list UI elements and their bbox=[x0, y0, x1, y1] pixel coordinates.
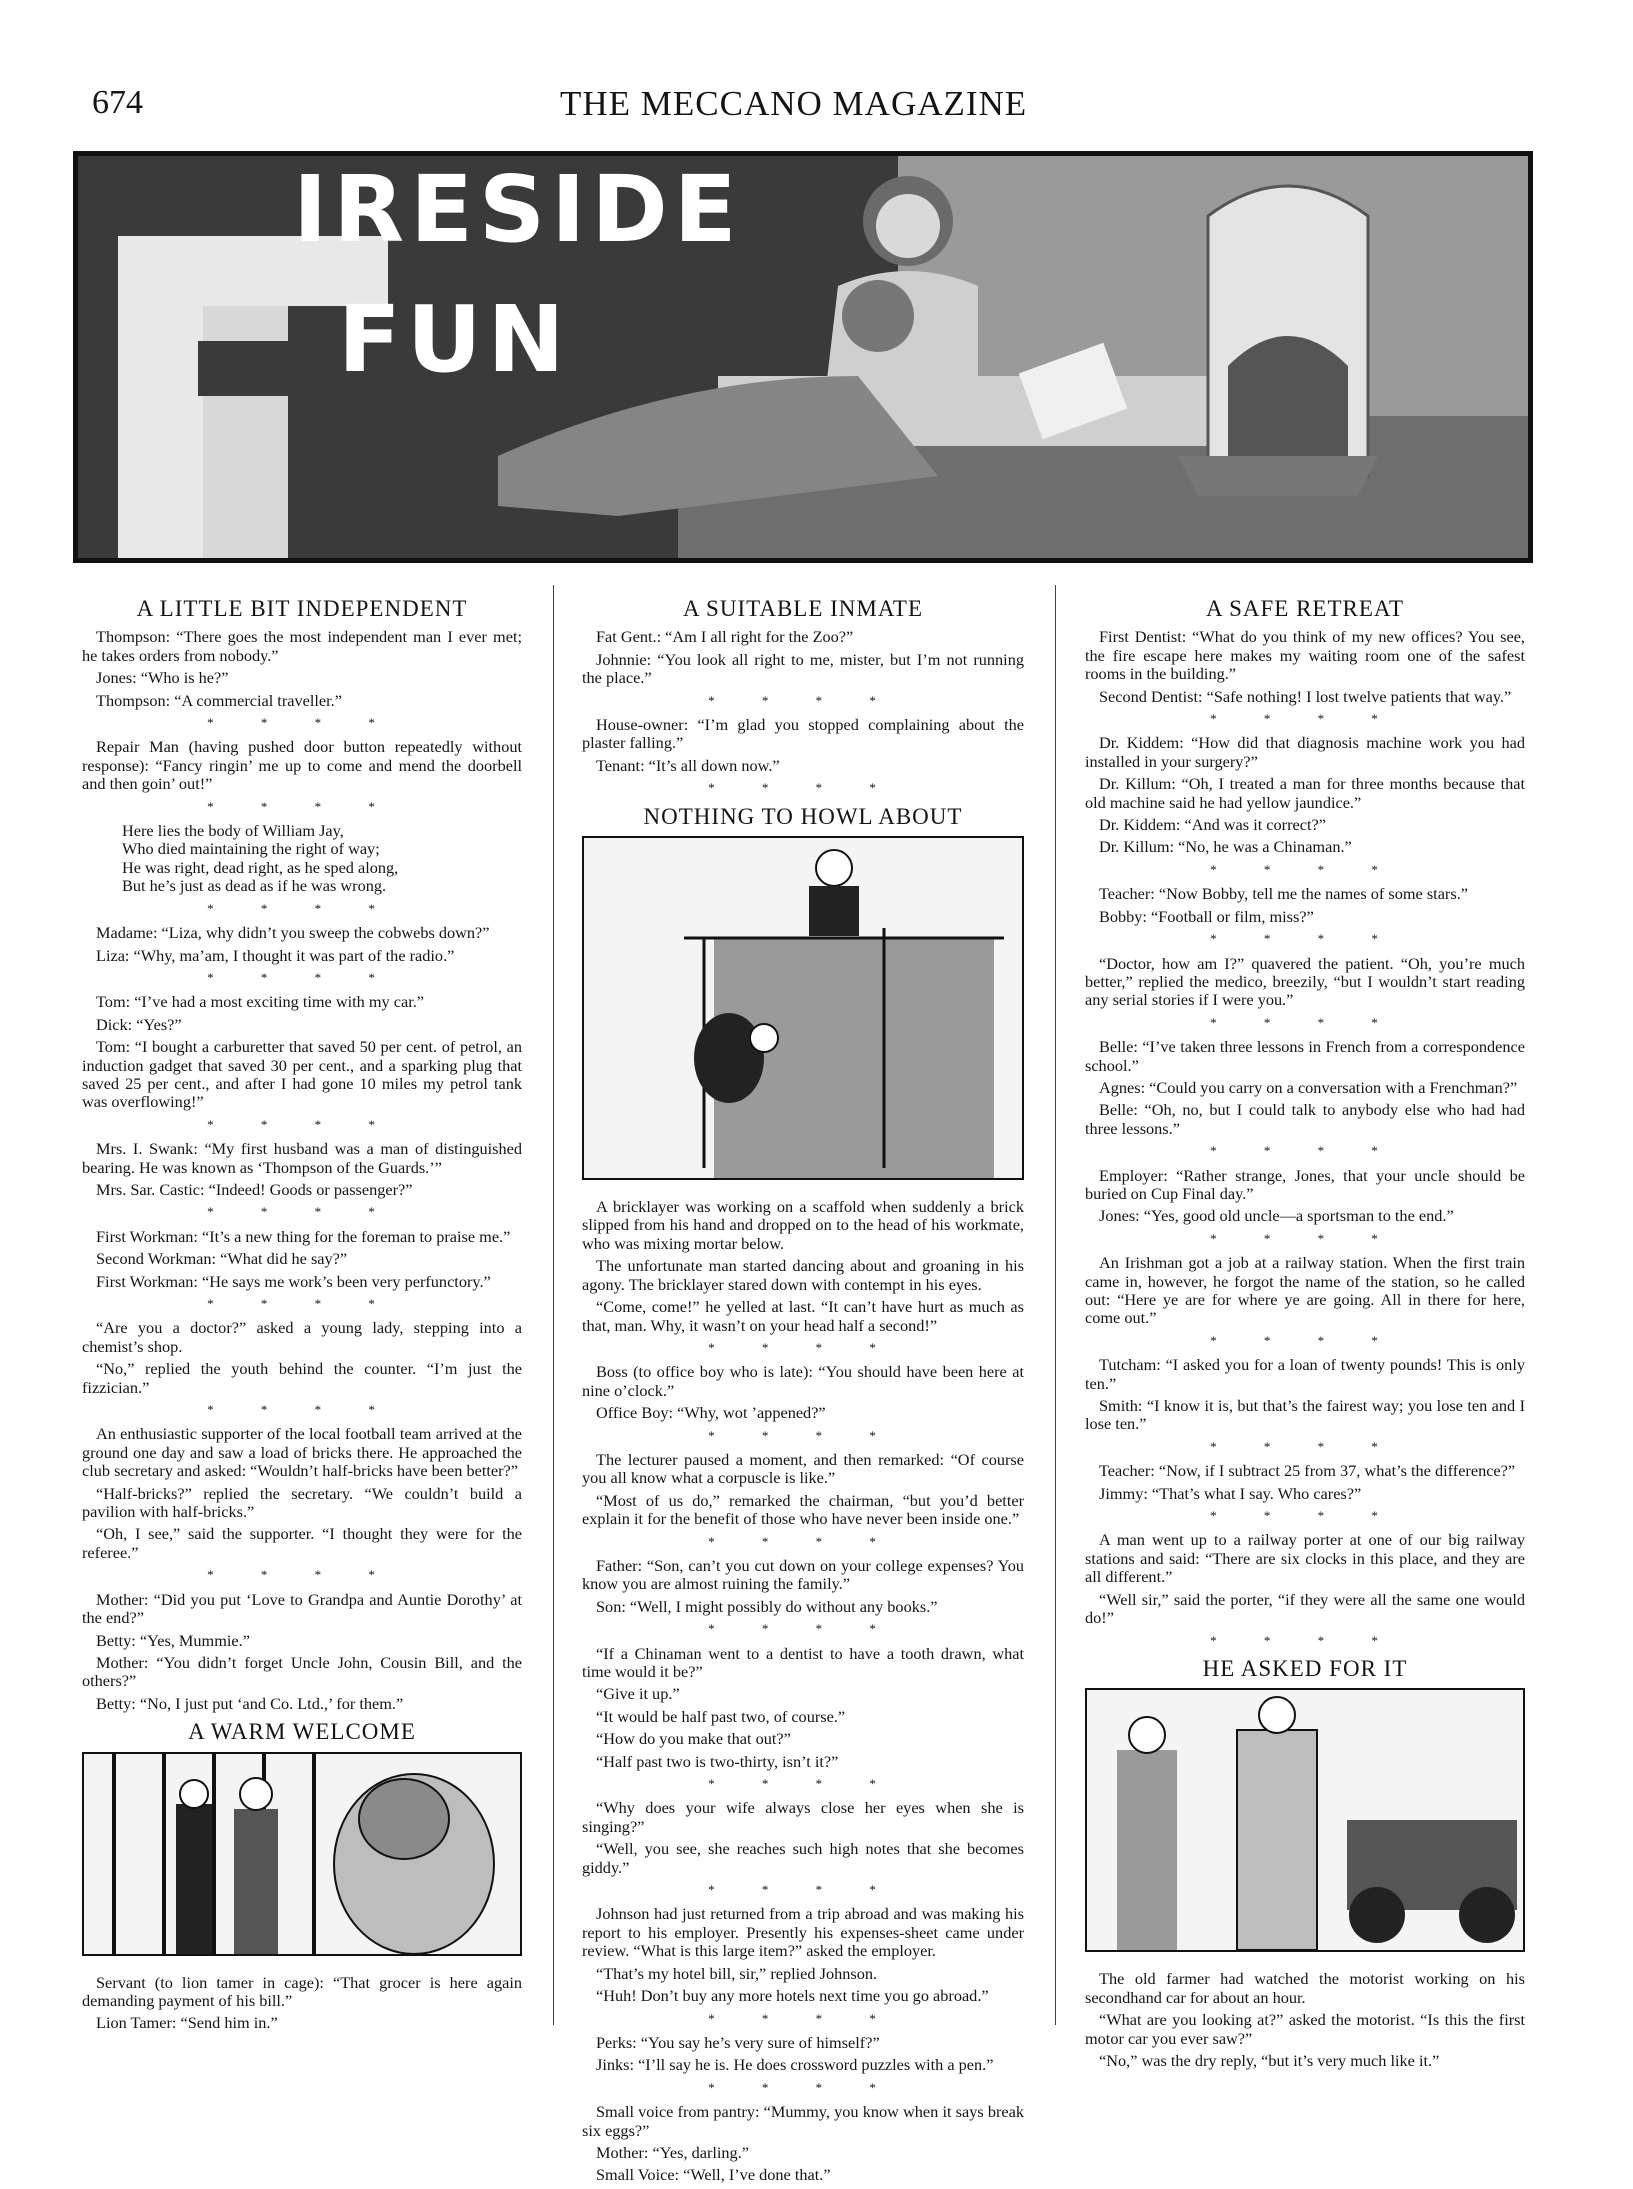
paragraph: Mrs. I. Swank: “My first husband was a man of distinguished bearing. He was known as ‘Thompson of the Guards.’” bbox=[82, 1139, 522, 1177]
paragraph: Servant (to lion tamer in cage): “That grocer is here again demanding payment of his bill.” bbox=[82, 1972, 522, 2010]
paragraph: “Well sir,” said the porter, “if they were all the same one would do!” bbox=[1085, 1589, 1525, 1628]
paragraph: “Oh, I see,” said the supporter. “I thought they were for the referee.” bbox=[82, 1524, 522, 1562]
paragraph: First Workman: “He says me work’s been very perfunctory.” bbox=[96, 1271, 491, 1291]
separator-stars: * * * * bbox=[708, 692, 898, 708]
paragraph: First Dentist: “What do you think of my new offices? You see, the fire escape here makes my waiting room one of the safest rooms in the building.” bbox=[1085, 627, 1525, 684]
paragraph: Boss (to office boy who is late): “You should have been here at nine o’clock.” bbox=[582, 1362, 1024, 1400]
separator-stars: * * * * bbox=[207, 1296, 397, 1311]
paragraph: Father: “Son, can’t you cut down on your college expenses? You know you are almost ruining the family.” bbox=[582, 1555, 1024, 1594]
separator-stars: * * * * bbox=[207, 1204, 397, 1220]
paragraph: “Half past two is two-thirty, isn’t it?” bbox=[596, 1751, 839, 1771]
verse-line: He was right, dead right, as he sped along, bbox=[122, 857, 399, 877]
separator-stars: * * * * bbox=[1210, 1230, 1400, 1246]
paragraph: Jones: “Who is he?” bbox=[96, 668, 229, 688]
paragraph: Jimmy: “That’s what I say. Who cares?” bbox=[1099, 1483, 1362, 1503]
verse-line: Here lies the body of William Jay, bbox=[122, 821, 344, 841]
paragraph: Lion Tamer: “Send him in.” bbox=[96, 2013, 278, 2033]
separator-stars: * * * * bbox=[207, 798, 397, 814]
heading-little-bit-independent: A LITTLE BIT INDEPENDENT bbox=[136, 596, 468, 621]
paragraph: “How do you make that out?” bbox=[596, 1729, 791, 1749]
paragraph: “No,” replied the youth behind the counter. “I’m just the fizzician.” bbox=[82, 1359, 522, 1397]
paragraph: House-owner: “I’m glad you stopped complaining about the plaster falling.” bbox=[582, 715, 1024, 753]
servant-figure bbox=[176, 1804, 212, 1954]
separator-stars: * * * * bbox=[708, 2010, 898, 2026]
separator-stars: * * * * bbox=[207, 969, 397, 985]
paragraph: Tom: “I’ve had a most exciting time with my car.” bbox=[96, 992, 425, 1012]
paragraph: Agnes: “Could you carry on a conversation with a Frenchman?” bbox=[1099, 1077, 1518, 1097]
paragraph: The lecturer paused a moment, and then remarked: “Of course you all know what a corpuscle is like.” bbox=[582, 1449, 1024, 1488]
paragraph: Perks: “You say he’s very sure of himself?” bbox=[596, 2032, 880, 2052]
paragraph: Thompson: “A commercial traveller.” bbox=[96, 690, 342, 710]
separator-stars: * * * * bbox=[708, 1339, 898, 1355]
paragraph: Teacher: “Now Bobby, tell me the names of some stars.” bbox=[1099, 884, 1468, 904]
farmer-figure bbox=[1117, 1750, 1177, 1950]
paragraph: “Well, you see, she reaches such high notes that she becomes giddy.” bbox=[582, 1839, 1024, 1877]
paragraph: Fat Gent.: “Am I all right for the Zoo?” bbox=[596, 627, 854, 647]
bricklayer-figure bbox=[816, 850, 852, 886]
paragraph: First Workman: “It’s a new thing for the foreman to praise me.” bbox=[96, 1226, 511, 1246]
separator-stars: * * * * bbox=[1210, 1332, 1400, 1348]
paragraph: Small voice from pantry: “Mummy, you know when it says break six eggs?” bbox=[582, 2102, 1024, 2140]
paragraph: Mother: “Did you put ‘Love to Grandpa and Auntie Dorothy’ at the end?” bbox=[82, 1589, 522, 1628]
cartoon-lion-cage bbox=[84, 1754, 520, 1954]
paragraph: Betty: “Yes, Mummie.” bbox=[96, 1630, 250, 1650]
bricklayer-cartoon bbox=[582, 836, 1024, 1180]
separator-stars: * * * * bbox=[1210, 1014, 1400, 1030]
verse bbox=[122, 822, 522, 896]
paragraph: Thompson: “There goes the most independent man I ever met; he takes orders from nobody.” bbox=[82, 627, 522, 665]
fireside-fun-banner bbox=[73, 151, 1533, 563]
separator-stars: * * * * bbox=[708, 1621, 898, 1637]
motorist-cartoon bbox=[1085, 1688, 1525, 1952]
paragraph: The old farmer had watched the motorist working on his secondhand car for about an hour. bbox=[1085, 1969, 1525, 2007]
lion-tamer-figure bbox=[234, 1809, 278, 1954]
boy-figure bbox=[842, 280, 914, 352]
column-divider-2 bbox=[1055, 585, 1056, 2025]
column-divider-1 bbox=[553, 585, 554, 2025]
paragraph: Second Dentist: “Safe nothing! I lost twelve patients that way.” bbox=[1099, 686, 1512, 706]
separator-stars: * * * * bbox=[1210, 1438, 1400, 1454]
separator-stars: * * * * bbox=[1210, 1632, 1400, 1648]
paragraph: “Half-bricks?” replied the secretary. “We couldn’t build a pavilion with half-bricks.” bbox=[82, 1483, 522, 1522]
separator-stars: * * * * bbox=[207, 1567, 397, 1583]
paragraph: Mother: “You didn’t forget Uncle John, Cousin Bill, and the others?” bbox=[82, 1652, 522, 1691]
paragraph: “Are you a doctor?” asked a young lady, stepping into a chemist’s shop. bbox=[82, 1318, 522, 1356]
paragraph: Betty: “No, I just put ‘and Co. Ltd.,’ for them.” bbox=[96, 1693, 404, 1713]
separator-stars: * * * * bbox=[207, 1116, 397, 1132]
separator-stars: * * * * bbox=[708, 1427, 898, 1443]
separator-stars: * * * * bbox=[207, 900, 397, 916]
separator-stars: * * * * bbox=[207, 715, 397, 731]
paragraph: Dr. Killum: “No, he was a Chinaman.” bbox=[1099, 837, 1352, 857]
separator-stars: * * * * bbox=[708, 1533, 898, 1549]
banner-title-line2: FUN bbox=[338, 286, 571, 393]
paragraph: Teacher: “Now, if I subtract 25 from 37, what’s the difference?” bbox=[1099, 1461, 1516, 1481]
separator-stars: * * * * bbox=[1210, 711, 1400, 727]
paragraph: Tom: “I bought a carburetter that saved 50 per cent. of petrol, an induction gadget that saved 30 per cent., and a sparking plug that saved 25 per cent., and after I had gone 10 miles my petrol tank was overflowing!” bbox=[82, 1037, 522, 1112]
paragraph: Repair Man (having pushed door button repeatedly without response): “Fancy ringin’ me up to come and mend the doorbell and then goin’ out!” bbox=[82, 737, 522, 794]
separator-stars: * * * * bbox=[207, 1402, 397, 1418]
paragraph: Employer: “Rather strange, Jones, that your uncle should be buried on Cup Final day.” bbox=[1085, 1165, 1525, 1203]
paragraph: Belle: “Oh, no, but I could talk to anybody else who had had three lessons.” bbox=[1085, 1100, 1525, 1138]
paragraph: “Give it up.” bbox=[596, 1684, 680, 1704]
paragraph: “What are you looking at?” asked the motorist. “Is this the first motor car you ever saw?” bbox=[1085, 2010, 1525, 2048]
paragraph: “No,” was the dry reply, “but it’s very much like it.” bbox=[1099, 2050, 1440, 2070]
paragraph: Jones: “Yes, good old uncle—a sportsman to the end.” bbox=[1099, 1206, 1454, 1226]
paragraph: Dr. Killum: “Oh, I treated a man for three months because that old machine said he had yellow jaundice.” bbox=[1085, 774, 1525, 812]
paragraph: Mrs. Sar. Castic: “Indeed! Goods or passenger?” bbox=[96, 1179, 413, 1199]
paragraph: Small Voice: “Well, I’ve done that.” bbox=[596, 2165, 831, 2185]
paragraph: Madame: “Liza, why didn’t you sweep the cobwebs down?” bbox=[96, 923, 490, 943]
column-2 bbox=[582, 590, 1024, 2189]
paragraph: “If a Chinaman went to a dentist to have a tooth drawn, what time would it be?” bbox=[582, 1643, 1024, 1681]
paragraph: “That’s my hotel bill, sir,” replied Johnson. bbox=[596, 1963, 878, 1983]
paragraph: A bricklayer was working on a scaffold when suddenly a brick slipped from his hand and dropped on to the head of his workmate, who was mixing mortar below. bbox=[582, 1197, 1024, 1253]
page-number: 674 bbox=[92, 84, 143, 121]
heading-he-asked-for-it: HE ASKED FOR IT bbox=[1202, 1655, 1408, 1681]
paragraph: Dr. Kiddem: “How did that diagnosis machine work you had installed in your surgery?” bbox=[1085, 733, 1525, 771]
heading-safe-retreat: A SAFE RETREAT bbox=[1205, 596, 1405, 621]
paragraph: Bobby: “Football or film, miss?” bbox=[1099, 906, 1314, 926]
paragraph: Tenant: “It’s all down now.” bbox=[596, 755, 780, 775]
separator-stars: * * * * bbox=[708, 2079, 898, 2095]
separator-stars: * * * * bbox=[1210, 1143, 1400, 1159]
paragraph: Dr. Kiddem: “And was it correct?” bbox=[1099, 815, 1326, 835]
cartoon-scaffold bbox=[584, 838, 1022, 1178]
motorist-figure bbox=[1237, 1730, 1317, 1950]
banner-title-line1: IRESIDE bbox=[293, 156, 743, 263]
paragraph: Smith: “I know it is, but that’s the fairest way; you lose ten and I lose ten.” bbox=[1085, 1396, 1525, 1434]
paragraph: Liza: “Why, ma’am, I thought it was part of the radio.” bbox=[96, 945, 455, 965]
paragraph: “Come, come!” he yelled at last. “It can’t have hurt as much as that, man. Why, it wasn’t on your head half a second!” bbox=[582, 1297, 1024, 1335]
lion-tamer-cartoon bbox=[82, 1752, 522, 1956]
paragraph: Johnson had just returned from a trip abroad and was making his report to his employer. Presently his expenses-sheet came under review. “What is this large item?” asked the employer. bbox=[582, 1904, 1024, 1961]
paragraph: Second Workman: “What did he say?” bbox=[96, 1249, 348, 1269]
paragraph: The unfortunate man started dancing about and groaning in his agony. The bricklayer stared down with contempt in his eyes. bbox=[582, 1256, 1024, 1294]
column-3 bbox=[1085, 590, 1525, 2074]
separator-stars: * * * * bbox=[708, 1776, 898, 1792]
paragraph: Jinks: “I’ll say he is. He does crossword puzzles with a pen.” bbox=[596, 2055, 994, 2075]
paragraph: Office Boy: “Why, wot ’appened?” bbox=[596, 1403, 826, 1423]
paragraph: Belle: “I’ve taken three lessons in French from a correspondence school.” bbox=[1085, 1037, 1525, 1075]
paragraph: Son: “Well, I might possibly do without any books.” bbox=[596, 1596, 938, 1616]
paragraph: An Irishman got a job at a railway station. When the first train came in, however, he forgot the name of the station, so he called out: “Here ye are for where ye are going. All in there for here, come out.” bbox=[1085, 1253, 1525, 1328]
paragraph: Johnnie: “You look all right to me, mister, but I’m not running the place.” bbox=[582, 649, 1024, 688]
workmate-figure bbox=[694, 1013, 764, 1103]
verse-line: But he’s just as dead as if he was wrong. bbox=[122, 876, 387, 896]
banner-illustration bbox=[78, 156, 1528, 558]
paragraph: “Most of us do,” remarked the chairman, “but you’d better explain it for the benefit of those who have never been inside one.” bbox=[582, 1490, 1024, 1529]
paragraph: An enthusiastic supporter of the local football team arrived at the ground one day and saw a load of bricks there. He approached the club secretary and asked: “Wouldn’t half-bricks have been better?” bbox=[82, 1424, 522, 1481]
magazine-title: THE MECCANO MAGAZINE bbox=[560, 84, 1028, 123]
separator-stars: * * * * bbox=[1210, 861, 1400, 877]
paragraph: A man went up to a railway porter at one of our big railway stations and said: “There are six clocks in this place, and they are all different.” bbox=[1085, 1530, 1525, 1587]
column-1 bbox=[82, 590, 522, 2037]
heading-suitable-inmate: A SUITABLE INMATE bbox=[682, 596, 924, 621]
paragraph: “It would be half past two, of course.” bbox=[596, 1706, 846, 1726]
paragraph: Mother: “Yes, darling.” bbox=[596, 2142, 749, 2162]
separator-stars: * * * * bbox=[1210, 1508, 1400, 1524]
paragraph: Tutcham: “I asked you for a loan of twenty pounds! This is only ten.” bbox=[1085, 1355, 1525, 1393]
paragraph: “Why does your wife always close her eyes when she is singing?” bbox=[582, 1798, 1024, 1836]
paragraph: Dick: “Yes?” bbox=[96, 1014, 182, 1034]
separator-stars: * * * * bbox=[708, 1882, 898, 1898]
paragraph: “Huh! Don’t buy any more hotels next time you go abroad.” bbox=[596, 1986, 989, 2006]
heading-warm-welcome: A WARM WELCOME bbox=[188, 1719, 416, 1745]
heading-nothing-to-howl-about: NOTHING TO HOWL ABOUT bbox=[643, 803, 963, 829]
verse-line: Who died maintaining the right of way; bbox=[122, 839, 380, 859]
separator-stars: * * * * bbox=[708, 780, 898, 796]
paragraph: “Doctor, how am I?” quavered the patient. “Oh, you’re much better,” replied the medico, breezily, “but I wouldn’t start reading any serial stories if I were you.” bbox=[1085, 953, 1525, 1010]
separator-stars: * * * * bbox=[1210, 931, 1400, 947]
cartoon-motorist-car bbox=[1087, 1690, 1523, 1950]
